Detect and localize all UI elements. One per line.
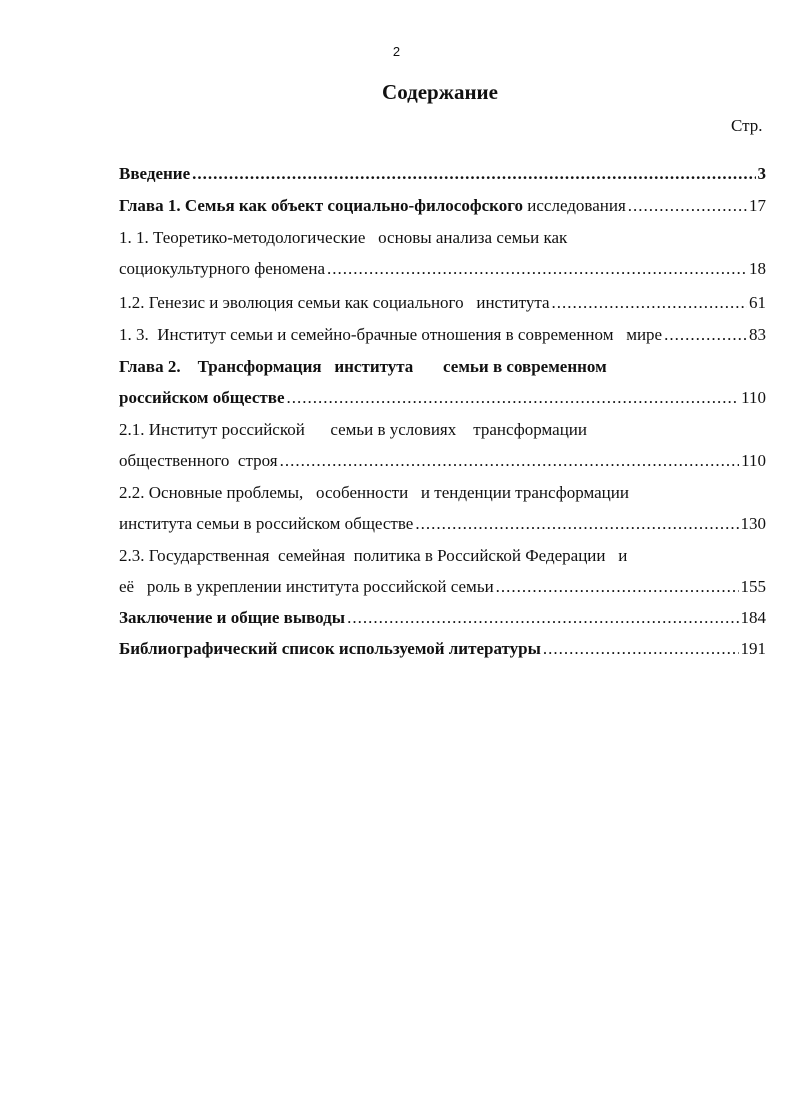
table-of-contents xyxy=(119,158,766,664)
toc-entry-page: 17 xyxy=(749,196,766,215)
toc-entry-section-1-1-line1 xyxy=(119,222,766,253)
toc-entry-label: российском обществе xyxy=(119,388,285,407)
toc-entry-label: общественного строя xyxy=(119,451,278,470)
toc-entry-page: 191 xyxy=(740,639,766,658)
page-number: 2 xyxy=(392,44,401,59)
toc-entry-label: 1. 1. Теоретико-методологические основы анализа семьи как xyxy=(119,228,568,247)
toc-entry-section-2-2-line1 xyxy=(119,477,766,508)
toc-entry-section-2-2 xyxy=(119,508,766,539)
toc-entry-label: Библиографический список используемой литературы xyxy=(119,639,541,658)
toc-entry-page: 61 xyxy=(749,293,766,312)
toc-entry-section-2-3 xyxy=(119,571,766,602)
toc-leader-dots xyxy=(543,633,739,664)
toc-entry-label: института семьи в российском обществе xyxy=(119,514,414,533)
page-title: Содержание xyxy=(382,80,498,104)
toc-entry-label: Заключение и общие выводы xyxy=(119,608,346,627)
toc-leader-dots xyxy=(552,287,747,318)
toc-entry-section-2-1 xyxy=(119,445,766,476)
toc-leader-dots xyxy=(664,319,747,350)
toc-entry-label: 1.2. Генезис и эволюция семьи как социального института xyxy=(119,293,550,312)
toc-entry-section-2-3-line1 xyxy=(119,540,766,571)
toc-entry-intro xyxy=(119,158,766,189)
toc-entry-conclusion xyxy=(119,602,766,633)
toc-entry-section-2-1-line1 xyxy=(119,414,766,445)
toc-leader-dots xyxy=(327,253,747,284)
toc-leader-dots xyxy=(280,445,740,476)
toc-entry-label: её роль в укреплении института российской семьи xyxy=(119,577,494,596)
toc-entry-label: 2.2. Основные проблемы, особенности и тенденции трансформации xyxy=(119,483,629,502)
toc-entry-chapter-2 xyxy=(119,382,766,413)
toc-entry-label: Глава 2. Трансформация института семьи в современном xyxy=(119,357,607,376)
page-column-label: Стр. xyxy=(731,116,763,135)
toc-leader-dots xyxy=(496,571,739,602)
toc-leader-dots xyxy=(628,190,747,221)
toc-leader-dots xyxy=(347,602,738,633)
toc-entry-bibliography xyxy=(119,633,766,664)
toc-entry-chapter-2-line1 xyxy=(119,351,766,382)
toc-leader-dots xyxy=(192,158,755,189)
toc-entry-page: 83 xyxy=(749,325,766,344)
toc-entry-page: 110 xyxy=(741,388,766,407)
toc-entry-page: 3 xyxy=(757,164,766,183)
toc-entry-page: 184 xyxy=(740,608,766,627)
toc-entry-page: 155 xyxy=(740,577,766,596)
toc-entry-label: исследования xyxy=(523,196,626,215)
toc-entry-page: 130 xyxy=(740,514,766,533)
toc-entry-page: 110 xyxy=(741,451,766,470)
toc-entry-label-bold: Глава 1. Семья как объект социально-философского xyxy=(119,196,524,215)
toc-leader-dots xyxy=(415,508,738,539)
toc-entry-label: социокультурного феномена xyxy=(119,259,325,278)
toc-entry-label: 1. 3. Институт семьи и семейно-брачные отношения в современном мире xyxy=(119,325,663,344)
toc-entry-label: 2.1. Институт российской семьи в условиях трансформации xyxy=(119,420,588,439)
toc-entry-page: 18 xyxy=(749,259,766,278)
toc-leader-dots xyxy=(286,382,739,413)
toc-entry-section-1-3 xyxy=(119,319,766,350)
toc-entry-label: Введение xyxy=(119,164,191,183)
toc-entry-section-1-2 xyxy=(119,287,766,318)
toc-entry-section-1-1 xyxy=(119,253,766,284)
toc-entry-label: 2.3. Государственная семейная политика в Российской Федерации и xyxy=(119,546,628,565)
toc-entry-chapter-1 xyxy=(119,190,766,221)
